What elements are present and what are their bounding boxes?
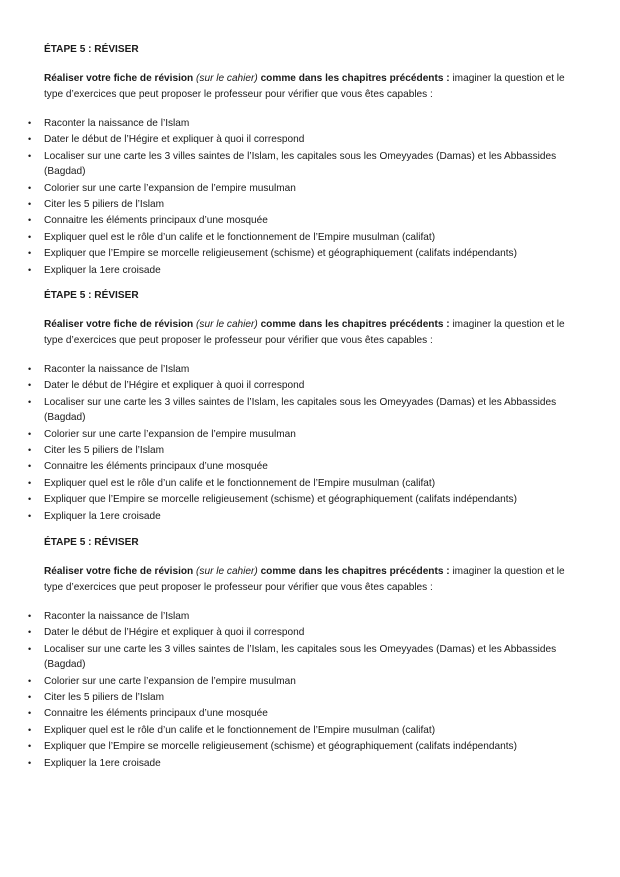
section-intro bbox=[44, 71, 584, 102]
list-item bbox=[28, 723, 584, 739]
list-item-text: Colorier sur une carte l’expansion de l’empire musulman bbox=[44, 182, 296, 194]
revision-section-3 bbox=[28, 536, 584, 772]
list-item bbox=[28, 476, 584, 492]
intro-rest: imaginer la question et le type d’exercices que peut proposer le professeur pour vérifier que vous êtes capables : bbox=[44, 73, 565, 100]
list-item-text: Expliquer quel est le rôle d’un calife et le fonctionnement de l’Empire musulman (califat) bbox=[44, 724, 436, 736]
bullet-icon: • bbox=[28, 461, 32, 472]
list-item-text: Expliquer la 1ere croisade bbox=[44, 510, 161, 522]
bullet-icon: • bbox=[28, 150, 32, 161]
list-item-text: Expliquer que l’Empire se morcelle religieusement (schisme) et géographiquement (califats indépendants) bbox=[44, 248, 517, 260]
list-item-text: Expliquer quel est le rôle d’un calife et le fonctionnement de l’Empire musulman (califat) bbox=[44, 477, 436, 489]
bullet-icon: • bbox=[28, 428, 32, 439]
list-item bbox=[28, 739, 584, 755]
list-item-text: Connaitre les éléments principaux d’une mosquée bbox=[44, 215, 268, 227]
bullet-icon: • bbox=[28, 741, 32, 752]
list-item-text: Localiser sur une carte les 3 villes saintes de l’Islam, les capitales sous les Omeyyades (Damas) et les Abbassides (Bagdad) bbox=[44, 396, 557, 424]
list-item bbox=[28, 149, 584, 180]
revision-section-1 bbox=[28, 43, 584, 279]
section-title: ÉTAPE 5 : RÉVISER bbox=[44, 44, 139, 55]
intro-bold-rest: comme dans les chapitres précédents : bbox=[260, 566, 450, 577]
list-item-text: Expliquer la 1ere croisade bbox=[44, 757, 161, 769]
bullet-icon: • bbox=[28, 396, 32, 407]
bullet-icon: • bbox=[28, 477, 32, 488]
list-item bbox=[28, 459, 584, 475]
bullet-icon: • bbox=[28, 643, 32, 654]
list-item bbox=[28, 116, 584, 132]
bullet-icon: • bbox=[28, 757, 32, 768]
list-item-text: Colorier sur une carte l’expansion de l’empire musulman bbox=[44, 428, 296, 440]
bullet-icon: • bbox=[28, 248, 32, 259]
list-item bbox=[28, 263, 584, 279]
bullet-icon: • bbox=[28, 692, 32, 703]
bullet-icon: • bbox=[28, 445, 32, 456]
list-item bbox=[28, 756, 584, 772]
list-item-text: Expliquer quel est le rôle d’un calife et le fonctionnement de l’Empire musulman (califat) bbox=[44, 231, 436, 243]
list-item bbox=[28, 362, 584, 378]
bullet-icon: • bbox=[28, 708, 32, 719]
bullet-icon: • bbox=[28, 264, 32, 275]
list-item bbox=[28, 213, 584, 229]
bullet-icon: • bbox=[28, 118, 32, 128]
bullet-icon: • bbox=[28, 510, 32, 521]
section-title: ÉTAPE 5 : RÉVISER bbox=[44, 290, 139, 301]
intro-parenthetical: (sur le cahier) bbox=[196, 566, 258, 577]
list-item bbox=[28, 197, 584, 213]
intro-lead: Réaliser votre fiche de révision bbox=[44, 319, 194, 330]
intro-parenthetical: (sur le cahier) bbox=[196, 73, 258, 84]
list-item bbox=[28, 706, 584, 722]
list-item bbox=[28, 509, 584, 525]
intro-lead: Réaliser votre fiche de révision bbox=[44, 566, 194, 577]
list-item-text: Citer les 5 piliers de l’Islam bbox=[44, 199, 165, 211]
intro-rest: imaginer la question et le type d’exercices que peut proposer le professeur pour vérifier que vous êtes capables : bbox=[44, 566, 565, 593]
list-item bbox=[28, 427, 584, 443]
list-item-text: Raconter la naissance de l’Islam bbox=[44, 118, 190, 129]
objectives-list bbox=[28, 609, 584, 771]
list-item-text: Dater le début de l’Hégire et expliquer à quoi il correspond bbox=[44, 380, 305, 392]
list-item bbox=[28, 395, 584, 426]
section-title: ÉTAPE 5 : RÉVISER bbox=[44, 537, 139, 548]
list-item-text: Raconter la naissance de l’Islam bbox=[44, 364, 190, 375]
list-item bbox=[28, 492, 584, 508]
bullet-icon: • bbox=[28, 611, 32, 621]
intro-lead: Réaliser votre fiche de révision bbox=[44, 73, 194, 84]
section-intro bbox=[44, 317, 584, 348]
bullet-icon: • bbox=[28, 364, 32, 374]
list-item-text: Expliquer la 1ere croisade bbox=[44, 264, 161, 276]
bullet-icon: • bbox=[28, 182, 32, 193]
list-item bbox=[28, 132, 584, 148]
list-item bbox=[28, 246, 584, 262]
intro-bold-rest: comme dans les chapitres précédents : bbox=[260, 73, 450, 84]
list-item bbox=[28, 690, 584, 706]
bullet-icon: • bbox=[28, 380, 32, 391]
list-item-text: Connaitre les éléments principaux d’une mosquée bbox=[44, 461, 268, 473]
list-item bbox=[28, 443, 584, 459]
objectives-list bbox=[28, 116, 584, 278]
section-intro bbox=[44, 564, 584, 595]
revision-section-2 bbox=[28, 289, 584, 525]
list-item-text: Citer les 5 piliers de l’Islam bbox=[44, 445, 165, 457]
bullet-icon: • bbox=[28, 494, 32, 505]
bullet-icon: • bbox=[28, 215, 32, 226]
list-item bbox=[28, 230, 584, 246]
list-item bbox=[28, 674, 584, 690]
list-item bbox=[28, 609, 584, 625]
objectives-list bbox=[28, 362, 584, 524]
intro-bold-rest: comme dans les chapitres précédents : bbox=[260, 319, 450, 330]
intro-rest: imaginer la question et le type d’exercices que peut proposer le professeur pour vérifier que vous êtes capables : bbox=[44, 319, 565, 346]
bullet-icon: • bbox=[28, 627, 32, 638]
list-item-text: Expliquer que l’Empire se morcelle religieusement (schisme) et géographiquement (califats indépendants) bbox=[44, 741, 517, 753]
bullet-icon: • bbox=[28, 134, 32, 145]
list-item bbox=[28, 625, 584, 641]
list-item-text: Citer les 5 piliers de l’Islam bbox=[44, 692, 165, 704]
list-item-text: Dater le début de l’Hégire et expliquer à quoi il correspond bbox=[44, 134, 305, 146]
list-item-text: Localiser sur une carte les 3 villes saintes de l’Islam, les capitales sous les Omeyyades (Damas) et les Abbassides (Bagdad) bbox=[44, 150, 557, 178]
list-item bbox=[28, 378, 584, 394]
bullet-icon: • bbox=[28, 231, 32, 242]
list-item-text: Connaitre les éléments principaux d’une mosquée bbox=[44, 708, 268, 720]
list-item-text: Colorier sur une carte l’expansion de l’empire musulman bbox=[44, 675, 296, 687]
list-item-text: Localiser sur une carte les 3 villes saintes de l’Islam, les capitales sous les Omeyyades (Damas) et les Abbassides (Bagdad) bbox=[44, 643, 557, 671]
list-item bbox=[28, 181, 584, 197]
bullet-icon: • bbox=[28, 199, 32, 210]
bullet-icon: • bbox=[28, 675, 32, 686]
list-item-text: Raconter la naissance de l’Islam bbox=[44, 611, 190, 622]
list-item-text: Expliquer que l’Empire se morcelle religieusement (schisme) et géographiquement (califats indépendants) bbox=[44, 494, 517, 506]
bullet-icon: • bbox=[28, 724, 32, 735]
intro-parenthetical: (sur le cahier) bbox=[196, 319, 258, 330]
list-item bbox=[28, 642, 584, 673]
list-item-text: Dater le début de l’Hégire et expliquer à quoi il correspond bbox=[44, 627, 305, 639]
